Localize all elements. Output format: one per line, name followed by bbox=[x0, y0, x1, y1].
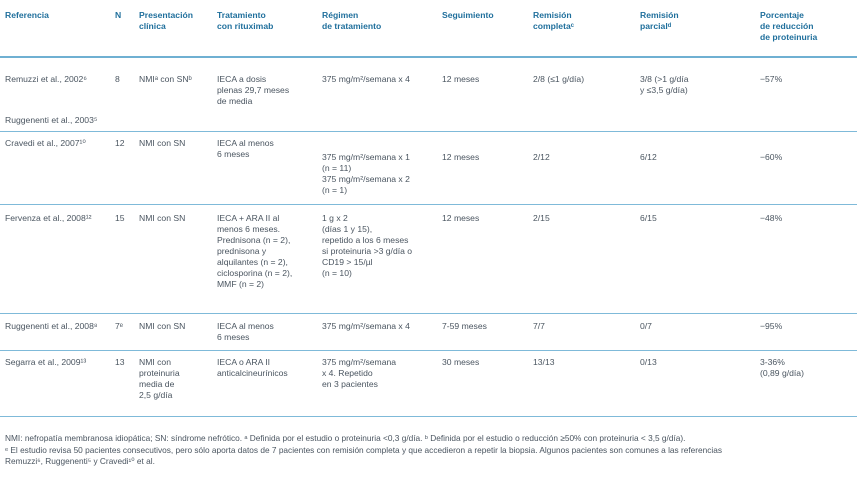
header-remision-completa: Remisión completaᶜ bbox=[533, 10, 574, 31]
cell-regimen: 375 mg/m²/semana x 1 (n = 11) 375 mg/m²/semana x 2 (n = 1) bbox=[322, 152, 410, 195]
cell-referencia: Cravedi et al., 2007¹⁰ bbox=[5, 138, 86, 148]
table-row bbox=[0, 205, 857, 314]
cell-referencia: Fervenza et al., 2008¹² bbox=[5, 213, 92, 223]
cell-remision-parcial: 6/12 bbox=[640, 152, 657, 162]
cell-presentacion: NMI con SN bbox=[139, 321, 186, 331]
table-row bbox=[0, 351, 857, 417]
cell-remision-parcial: 3/8 (>1 g/día y ≤3,5 g/día) bbox=[640, 74, 689, 95]
cell-regimen: 375 mg/m²/semana x 4. Repetido en 3 pacientes bbox=[322, 357, 397, 389]
results-table bbox=[0, 8, 857, 417]
cell-n: 7ᵉ bbox=[115, 321, 123, 331]
cell-remision-completa: 2/12 bbox=[533, 152, 550, 162]
cell-porcentaje: 3-36% (0,89 g/día) bbox=[760, 357, 804, 378]
cell-porcentaje: −95% bbox=[760, 321, 783, 331]
cell-remision-parcial: 0/7 bbox=[640, 321, 652, 331]
cell-tratamiento: IECA al menos 6 meses bbox=[217, 138, 274, 159]
table-row bbox=[0, 314, 857, 351]
cell-seguimiento: 12 meses bbox=[442, 152, 480, 162]
cell-remision-completa: 7/7 bbox=[533, 321, 545, 331]
cell-porcentaje: −57% bbox=[760, 74, 783, 84]
cell-seguimiento: 7-59 meses bbox=[442, 321, 487, 331]
cell-remision-completa: 13/13 bbox=[533, 357, 555, 367]
table-row bbox=[0, 132, 857, 205]
cell-regimen: 375 mg/m²/semana x 4 bbox=[322, 74, 410, 84]
header-seguimiento: Seguimiento bbox=[442, 10, 494, 20]
cell-tratamiento: IECA + ARA II al menos 6 meses. Prednisona (n = 2), prednisona y alquilantes (n = 2), ciclosporina (n = 2), MMF (n = 2) bbox=[217, 213, 293, 289]
cell-n: 8 bbox=[115, 74, 120, 84]
cell-presentacion: NMI con SN bbox=[139, 138, 186, 148]
cell-seguimiento: 30 meses bbox=[442, 357, 480, 367]
cell-remision-completa: 2/15 bbox=[533, 213, 550, 223]
header-regimen: Régimen de tratamiento bbox=[322, 10, 382, 31]
cell-referencia: Remuzzi et al., 2002⁶ bbox=[5, 74, 87, 84]
cell-regimen: 1 g x 2 (días 1 y 15), repetido a los 6 meses si proteinuria >3 g/día o CD19 > 15/µl (n = 10) bbox=[322, 213, 413, 278]
header-n: N bbox=[115, 10, 122, 20]
cell-tratamiento: IECA al menos 6 meses bbox=[217, 321, 274, 342]
cell-porcentaje: −60% bbox=[760, 152, 783, 162]
cell-n: 15 bbox=[115, 213, 125, 223]
cell-regimen: 375 mg/m²/semana x 4 bbox=[322, 321, 410, 331]
cell-n: 12 bbox=[115, 138, 125, 148]
table-header bbox=[0, 8, 857, 58]
cell-remision-parcial: 0/13 bbox=[640, 357, 657, 367]
cell-remision-parcial: 6/15 bbox=[640, 213, 657, 223]
table-row bbox=[0, 58, 857, 132]
cell-tratamiento: IECA o ARA II anticalcineurínicos bbox=[217, 357, 288, 378]
header-tratamiento: Tratamiento con rituximab bbox=[217, 10, 274, 31]
cell-presentacion: NMIᵃ con SNᵇ bbox=[139, 74, 192, 84]
header-referencia: Referencia bbox=[5, 10, 49, 20]
cell-seguimiento: 12 meses bbox=[442, 74, 480, 84]
cell-seguimiento: 12 meses bbox=[442, 213, 480, 223]
table-footnotes: NMI: nefropatía membranosa idiopática; SN: síndrome nefrótico. ᵃ Definida por el estudio o proteinuria <0,3 g/día. ᵇ Definida por el estudio o reducción ≥50% con proteinuria < 3,5 g/día). ᵉ El estudio revisa 50 pacientes consecutivos, pero sólo aporta datos de 7 pacientes con remisión completa y que accedieron a repetir la biopsia. Algunos pacientes son comunes a las referencias Remuzzi⁶, Ruggenenti⁵ y Cravedi¹⁰ et al. bbox=[5, 433, 723, 466]
cell-porcentaje: −48% bbox=[760, 213, 783, 223]
cell-presentacion: NMI con SN bbox=[139, 213, 186, 223]
header-remision-parcial: Remisión parcialᵈ bbox=[640, 10, 679, 31]
cell-referencia-extra: Ruggenenti et al., 2003⁵ bbox=[5, 115, 98, 125]
cell-n: 13 bbox=[115, 357, 125, 367]
cell-tratamiento: IECA a dosis plenas 29,7 meses de media bbox=[217, 74, 290, 106]
cell-presentacion: NMI con proteinuria media de 2,5 g/día bbox=[139, 357, 180, 400]
cell-remision-completa: 2/8 (≤1 g/día) bbox=[533, 74, 585, 84]
cell-referencia: Segarra et al., 2009¹³ bbox=[5, 357, 87, 367]
header-presentacion: Presentación clínica bbox=[139, 10, 193, 31]
cell-referencia: Ruggenenti et al., 2008⁸ bbox=[5, 321, 98, 331]
header-porcentaje: Porcentaje de reducción de proteinuria bbox=[760, 10, 818, 42]
